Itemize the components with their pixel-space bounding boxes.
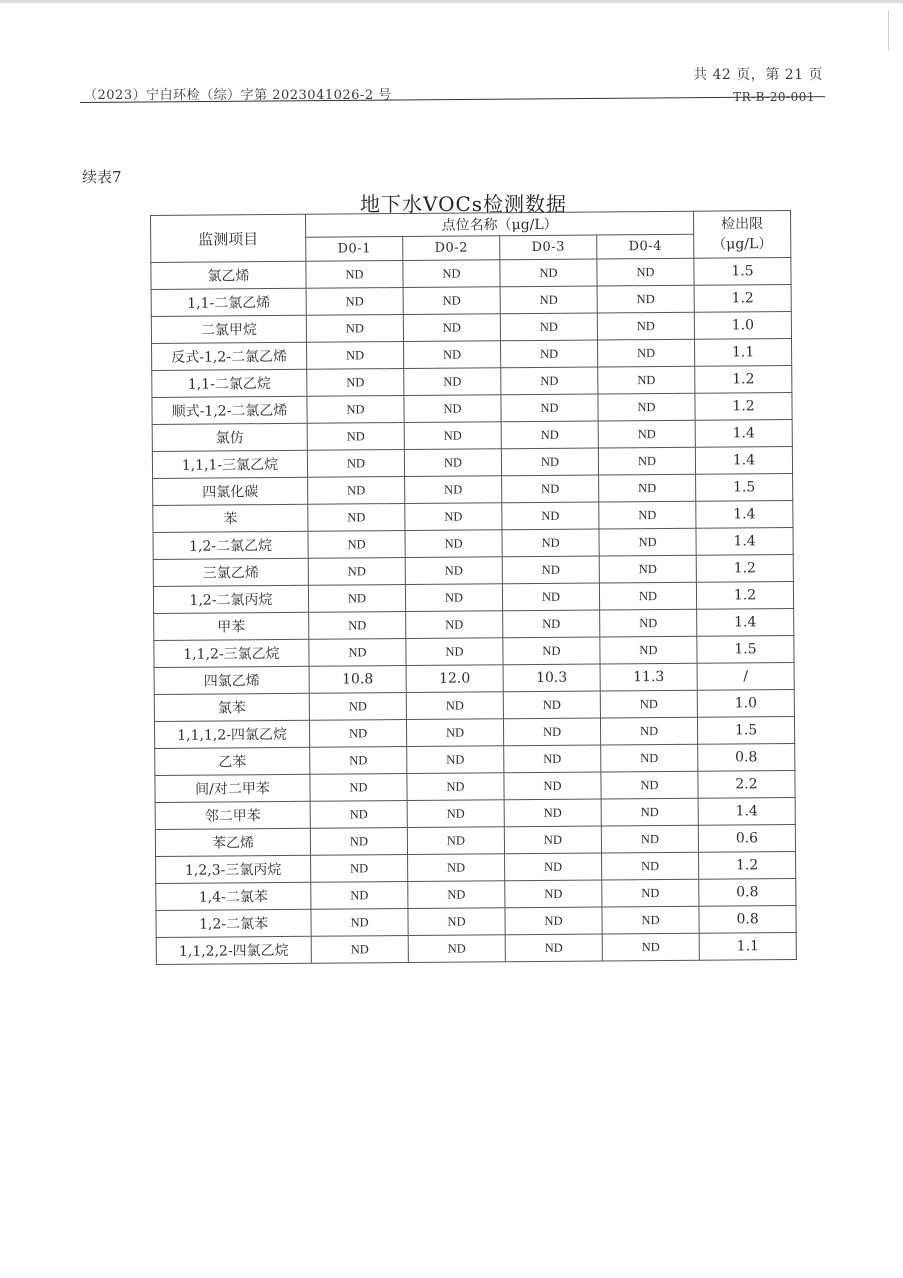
cell-value: ND <box>306 315 403 343</box>
cell-value: ND <box>500 340 597 368</box>
cell-value: ND <box>602 933 699 961</box>
voc-data-table-wrap <box>150 210 796 965</box>
cell-value: ND <box>597 312 694 340</box>
cell-value: ND <box>504 745 601 773</box>
cell-item: 邻二甲苯 <box>155 801 310 829</box>
cell-value: ND <box>598 393 695 421</box>
cell-value: ND <box>311 854 408 882</box>
cell-limit: 1.2 <box>699 851 796 879</box>
cell-value: ND <box>598 447 695 475</box>
cell-limit: 2.2 <box>698 770 795 798</box>
cell-limit: 1.2 <box>695 365 792 393</box>
cell-limit: 1.5 <box>694 257 791 285</box>
cell-limit: 1.0 <box>697 689 794 717</box>
header-item: 监测项目 <box>151 214 306 262</box>
cell-value: ND <box>502 556 599 584</box>
cell-value: ND <box>503 637 600 665</box>
cell-value: 12.0 <box>406 665 503 693</box>
cell-limit: 1.1 <box>699 932 796 960</box>
cell-value: ND <box>308 558 405 586</box>
cell-value: ND <box>601 825 698 853</box>
cell-value: ND <box>310 827 407 855</box>
cell-item: 苯乙烯 <box>155 828 310 856</box>
cell-value: ND <box>308 477 405 505</box>
cell-value: ND <box>599 474 696 502</box>
cell-item: 氯乙烯 <box>151 261 306 289</box>
page-info: 共 42 页，第 21 页 <box>693 67 823 83</box>
cell-value: ND <box>403 260 500 288</box>
cell-item: 四氯化碳 <box>153 477 308 505</box>
header-point: D0-1 <box>306 237 403 262</box>
cell-value: ND <box>309 720 406 748</box>
cell-value: ND <box>501 448 598 476</box>
voc-data-table <box>150 210 797 965</box>
cell-value: ND <box>502 529 599 557</box>
cell-item: 1,2,3-三氯丙烷 <box>156 855 311 883</box>
page-edge <box>0 0 903 3</box>
cell-value: ND <box>503 691 600 719</box>
cell-value: ND <box>599 501 696 529</box>
cell-limit: 1.2 <box>695 392 792 420</box>
cell-value: ND <box>308 504 405 532</box>
header-point: D0-2 <box>403 236 500 261</box>
cell-value: 10.8 <box>309 666 406 694</box>
cell-item: 1,1,1,2-四氯乙烷 <box>154 720 309 748</box>
cell-value: ND <box>307 423 404 451</box>
cell-item: 间/对二甲苯 <box>155 774 310 802</box>
cell-value: ND <box>600 717 697 745</box>
cell-value: ND <box>406 719 503 747</box>
cell-value: ND <box>504 772 601 800</box>
cell-item: 1,1-二氯乙烯 <box>151 288 306 316</box>
cell-limit: 1.5 <box>697 716 794 744</box>
report-number: （2023）宁白环检（综）字第 2023041026-2 号 <box>84 88 392 103</box>
cell-value: ND <box>602 852 699 880</box>
cell-value: ND <box>404 449 501 477</box>
cell-item: 甲苯 <box>154 612 309 640</box>
cell-value: ND <box>405 557 502 585</box>
cell-value: ND <box>308 531 405 559</box>
cell-value: ND <box>500 313 597 341</box>
cell-value: ND <box>501 367 598 395</box>
cell-value: ND <box>501 421 598 449</box>
cell-value: ND <box>599 555 696 583</box>
cell-value: ND <box>309 639 406 667</box>
table-body <box>151 257 797 964</box>
cell-value: ND <box>406 692 503 720</box>
cell-value: ND <box>504 799 601 827</box>
cell-limit: 1.4 <box>696 527 793 555</box>
cell-item: 苯 <box>153 504 308 532</box>
cell-value: ND <box>307 342 404 370</box>
cell-value: ND <box>306 288 403 316</box>
cell-value: ND <box>310 747 407 775</box>
cell-limit: 1.0 <box>694 311 791 339</box>
cell-limit: 1.1 <box>695 338 792 366</box>
cell-value: ND <box>407 773 504 801</box>
cell-value: ND <box>405 503 502 531</box>
cell-value: ND <box>310 800 407 828</box>
cell-value: ND <box>310 773 407 801</box>
cell-item: 1,2-二氯苯 <box>156 909 311 937</box>
cell-value: ND <box>502 475 599 503</box>
cell-item: 1,1,1-三氯乙烷 <box>152 450 307 478</box>
cell-value: ND <box>503 610 600 638</box>
cell-value: ND <box>505 934 602 962</box>
continued-table-label: 续表7 <box>82 168 122 186</box>
cell-item: 1,1,2-三氯乙烷 <box>154 639 309 667</box>
cell-item: 1,4-二氯苯 <box>156 882 311 910</box>
cell-value: ND <box>601 744 698 772</box>
cell-item: 1,1-二氯乙烷 <box>152 369 307 397</box>
cell-value: ND <box>311 908 408 936</box>
cell-limit: 1.2 <box>696 581 793 609</box>
header-point: D0-3 <box>500 235 597 260</box>
cell-limit: 1.4 <box>698 797 795 825</box>
cell-value: ND <box>501 394 598 422</box>
cell-value: ND <box>406 638 503 666</box>
cell-limit: 0.8 <box>698 743 795 771</box>
cell-value: ND <box>403 314 500 342</box>
cell-value: ND <box>408 908 505 936</box>
cell-value: ND <box>597 258 694 286</box>
cell-limit: 1.4 <box>695 419 792 447</box>
cell-item: 反式-1,2-二氯乙烯 <box>152 342 307 370</box>
cell-value: ND <box>408 881 505 909</box>
cell-value: ND <box>597 339 694 367</box>
cell-value: ND <box>601 798 698 826</box>
cell-value: ND <box>500 286 597 314</box>
cell-value: ND <box>404 368 501 396</box>
cell-value: ND <box>311 935 408 963</box>
cell-value: ND <box>505 853 602 881</box>
cell-item: 1,2-二氯丙烷 <box>153 585 308 613</box>
cell-value: ND <box>599 582 696 610</box>
table-title: 地下水VOCs检测数据 <box>360 192 568 216</box>
cell-value: ND <box>407 800 504 828</box>
cell-limit: 1.2 <box>696 554 793 582</box>
cell-value: ND <box>599 528 696 556</box>
cell-value: ND <box>505 880 602 908</box>
cell-limit: 1.4 <box>696 500 793 528</box>
cell-value: ND <box>503 718 600 746</box>
cell-value: ND <box>307 450 404 478</box>
cell-limit: 1.2 <box>694 284 791 312</box>
cell-item: 顺式-1,2-二氯乙烯 <box>152 396 307 424</box>
cell-value: ND <box>308 585 405 613</box>
cell-value: ND <box>404 341 501 369</box>
cell-value: ND <box>405 476 502 504</box>
cell-value: ND <box>309 612 406 640</box>
cell-value: ND <box>502 583 599 611</box>
cell-value: ND <box>406 611 503 639</box>
cell-value: ND <box>502 502 599 530</box>
cell-value: ND <box>597 285 694 313</box>
report-header <box>80 62 825 110</box>
cell-item: 1,2-二氯乙烷 <box>153 531 308 559</box>
cell-value: ND <box>306 261 403 289</box>
header-point: D0-4 <box>597 234 694 259</box>
cell-value: 11.3 <box>600 663 697 691</box>
header-limit-unit: （μg/L） <box>712 236 773 253</box>
cell-item: 二氯甲烷 <box>151 315 306 343</box>
cell-value: ND <box>407 827 504 855</box>
cell-value: ND <box>311 881 408 909</box>
cell-value: ND <box>407 746 504 774</box>
cell-value: ND <box>598 366 695 394</box>
cell-value: ND <box>600 609 697 637</box>
cell-value: ND <box>504 826 601 854</box>
cell-value: ND <box>404 422 501 450</box>
cell-item: 四氯乙烯 <box>154 666 309 694</box>
cell-value: ND <box>307 396 404 424</box>
cell-value: ND <box>309 693 406 721</box>
cell-limit: 0.6 <box>698 824 795 852</box>
cell-value: ND <box>408 935 505 963</box>
cell-value: ND <box>307 369 404 397</box>
form-code: TR-B-20-001 <box>733 90 815 104</box>
cell-value: ND <box>408 854 505 882</box>
cell-value: ND <box>404 395 501 423</box>
cell-value: ND <box>600 636 697 664</box>
cell-limit: 0.8 <box>699 905 796 933</box>
header-limit <box>694 210 791 258</box>
cell-limit: 1.4 <box>695 446 792 474</box>
cell-value: ND <box>403 287 500 315</box>
cell-item: 氯仿 <box>152 423 307 451</box>
cell-limit: 1.5 <box>697 635 794 663</box>
cell-value: ND <box>602 879 699 907</box>
cell-value: 10.3 <box>503 664 600 692</box>
cell-item: 氯苯 <box>154 693 309 721</box>
page-edge-mark <box>888 10 889 50</box>
cell-value: ND <box>602 906 699 934</box>
cell-limit: 1.4 <box>697 608 794 636</box>
header-limit-label: 检出限 <box>721 216 764 233</box>
cell-value: ND <box>601 771 698 799</box>
cell-value: ND <box>598 420 695 448</box>
cell-item: 三氯乙烯 <box>153 558 308 586</box>
cell-value: ND <box>500 259 597 287</box>
cell-item: 乙苯 <box>155 747 310 775</box>
cell-value: ND <box>405 530 502 558</box>
header-points-group: 点位名称（μg/L） <box>305 211 693 237</box>
cell-limit: / <box>697 662 794 690</box>
cell-limit: 0.8 <box>699 878 796 906</box>
cell-limit: 1.5 <box>696 473 793 501</box>
cell-value: ND <box>600 690 697 718</box>
cell-value: ND <box>405 584 502 612</box>
table-row <box>156 932 796 964</box>
cell-item: 1,1,2,2-四氯乙烷 <box>156 936 311 964</box>
cell-value: ND <box>505 907 602 935</box>
